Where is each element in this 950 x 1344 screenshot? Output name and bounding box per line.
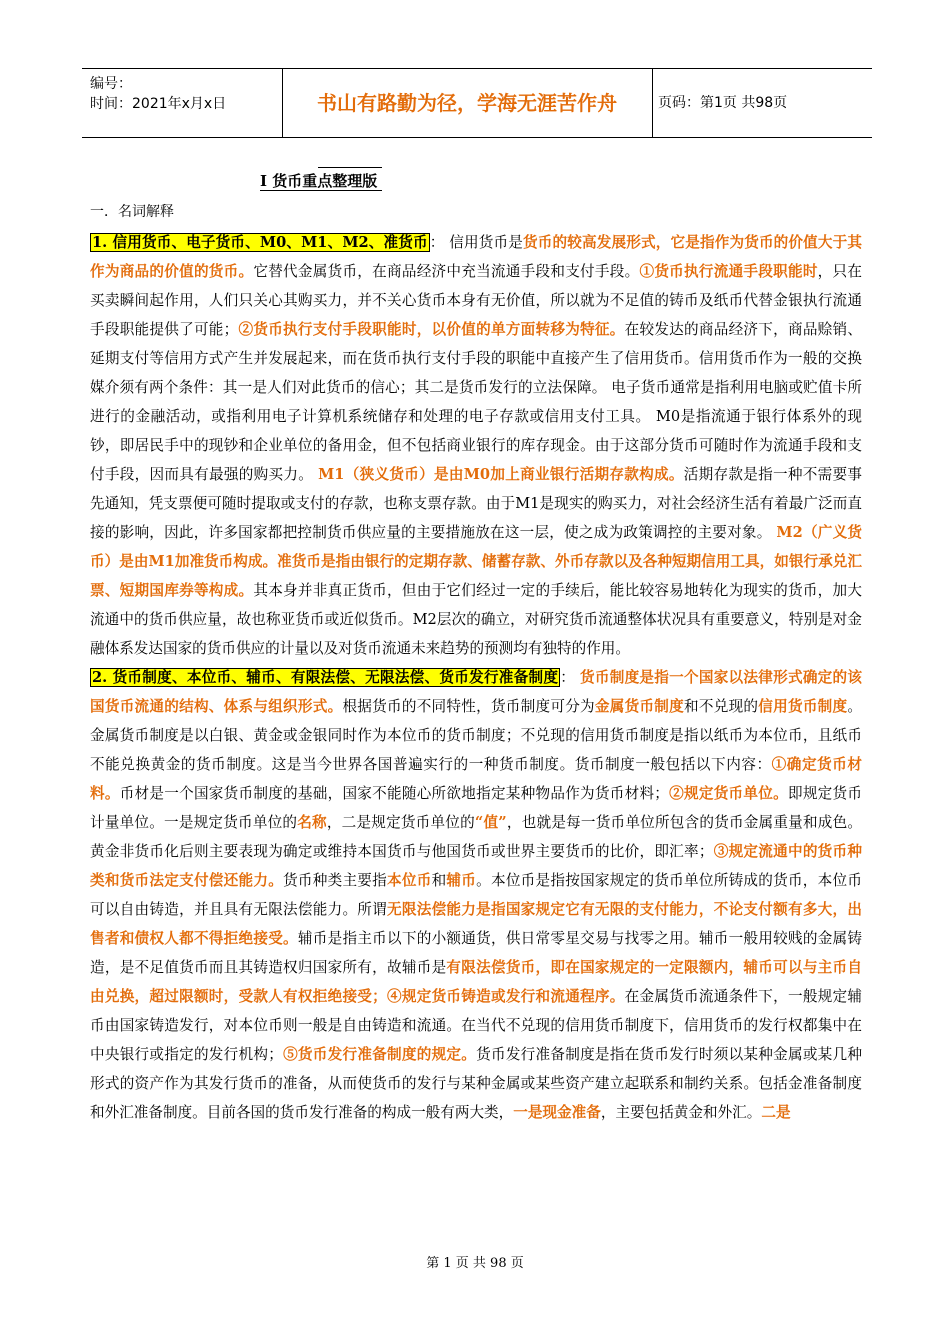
emphasis-text: 金属货币制度: [594, 698, 685, 715]
document-body: [90, 228, 862, 1127]
emphasis-text: “值”: [474, 814, 507, 831]
body-text: ，主要包括黄金和外汇。: [600, 1104, 762, 1121]
body-text: 。金属货币制度是以白银、黄金或金银同时作为本位币的货币制度；不兑现的信用货币制度是指以纸币为本位币，且纸币不能兑换黄金的货币制度。这是当今世界各国普遍实行的一种货币制度。货币制度一般包括以下内容：: [90, 698, 862, 773]
paragraph-credit-money: [90, 228, 862, 663]
body-text: ，二是规定货币单位的: [326, 814, 475, 831]
body-text: 货币种类主要指: [283, 872, 387, 889]
body-text: 在金属货币流通条件下，一般规定辅币由国家铸造发行，对本位币则一般是自由铸造和流通。在当代不兑现的信用货币制度下，信用货币的发行权都集中在中央银行或指定的发行机构；: [90, 988, 862, 1063]
emphasis-text: ①确定货币材料。: [90, 756, 862, 802]
emphasis-text: ①货币执行流通手段职能时: [639, 263, 818, 280]
document-number-label: 编号：: [90, 76, 132, 92]
body-text: ，也就是每一货币单位所包含的货币金属重量和成色。黄金非货币化后则主要表现为确定或维持本国货币与他国货币或世界主要货币的比价，即汇率；: [90, 814, 862, 860]
emphasis-text: 二是: [761, 1104, 791, 1121]
emphasis-text: ②规定货币单位。: [668, 785, 788, 802]
emphasis-text: 名称: [297, 814, 327, 831]
body-text: 币材是一个国家货币制度的基础，国家不能随心所欲地指定某种物品作为货币材料；: [119, 785, 669, 802]
body-text: 和不兑现的: [684, 698, 759, 715]
body-text: 辅币是指主币以下的小额通货，供日常零星交易与找零之用。辅币一般用较贱的金属铸造，是不足值货币而且其铸造权归国家所有，故辅币是: [90, 930, 862, 976]
emphasis-text: 辅币: [446, 872, 477, 889]
document-date: 时间：2021年x月x日: [90, 96, 227, 112]
emphasis-text: 无限法偿能力是指国家规定它有无限的支付能力，不论支付额有多大，出售者和债权人都不得拒绝接受。: [90, 901, 862, 947]
body-text: ： 信用货币是: [429, 234, 524, 251]
page-header: [82, 68, 872, 138]
body-text: 它替代金属货币，在商品经济中充当流通手段和支付手段。: [253, 263, 640, 280]
emphasis-text: 有限法偿货币，即在国家规定的一定限额内，辅币可以与主币自由兑换，超过限额时，受款人有权拒绝接受；④规定货币铸造或发行和流通程序。: [90, 959, 862, 1005]
body-text: 和: [431, 872, 447, 889]
paragraph-monetary-system: [90, 663, 862, 1127]
document-title: I 货币重点整理版: [260, 172, 378, 190]
emphasis-text: M1（狭义货币）是由M0加上商业银行活期存款构成。: [318, 466, 684, 483]
body-text: 根据货币的不同特性，货币制度可分为: [342, 698, 595, 715]
page-footer: 第 1 页 共 98 页: [426, 1256, 524, 1271]
emphasis-text: ⑤货币发行准备制度的规定。: [282, 1046, 477, 1063]
header-motto: 书山有路勤为径，学海无涯苦作舟: [282, 69, 653, 137]
header-page-info: 页码：第1页 共98页: [658, 95, 788, 111]
body-text: 货币发行准备制度是指在货币发行时须以某种金属或某几种形式的资产作为其发行货币的准备，从而使货币的发行与某种金属或某些资产建立起联系和制约关系。包括金准备制度和外汇准备制度。目前各国的货币发行准备的构成一般有两大类，: [90, 1046, 862, 1121]
emphasis-text: M2（广义货币）是由M1加准货币构成。准货币是指由银行的定期存款、储蓄存款、外币存款以及各种短期信用工具，如银行承兑汇票、短期国库券等构成。: [90, 524, 862, 599]
emphasis-text: ②货币执行支付手段职能时，以价值的单方面转移为特征。: [238, 321, 625, 338]
emphasis-text: 本位币: [387, 872, 432, 889]
title-underline: [260, 190, 382, 191]
title-overline: [318, 167, 382, 168]
header-meta-cell: [82, 69, 283, 137]
body-text: 即规定货币计量单位。一是规定货币单位的: [90, 785, 862, 831]
body-text: ：: [560, 669, 580, 686]
section-title: 一．名词解释: [90, 204, 174, 220]
emphasis-text: 一是现金准备: [513, 1104, 601, 1121]
term-heading: 2. 货币制度、本位币、辅币、有限法偿、无限法偿、货币发行准备制度: [92, 669, 559, 686]
emphasis-text: 货币制度是指一个国家以法律形式确定的该国货币流通的结构、体系与组织形式。: [90, 669, 862, 715]
term-heading: 1. 信用货币、电子货币、M0、M1、M2、准货币: [92, 234, 428, 251]
body-text: ，只在买卖瞬间起作用，人们只关心其购买力，并不关心货币本身有无价值，所以就为不足值的铸币及纸币代替金银执行流通手段职能提供了可能；: [90, 263, 862, 338]
body-text: 活期存款是指一种不需要事先通知，凭支票便可随时提取或支付的存款，也称支票存款。由于M1是现实的购买力，对社会经济生活有着最广泛而直接的影响，因此，许多国家都把控制货币供应量的主要措施放在这一层，使之成为政策调控的主要对象。: [90, 466, 863, 541]
emphasis-text: 信用货币制度: [758, 698, 848, 715]
body-text: 。本位币是指按国家规定的货币单位所铸成的货币，本位币可以自由铸造，并且具有无限法偿能力。所谓: [90, 872, 862, 918]
body-text: 在较发达的商品经济下，商品赊销、延期支付等信用方式产生并发展起来，而在货币执行支付手段的职能中直接产生了信用货币。信用货币作为一般的交换媒介须有两个条件：其一是人们对此货币的信心；其二是货币发行的立法保障。 电子货币通常是指利用电脑或贮值卡所进行的金融活动，或指利用电子计算机系统储存和处理的电子存款或信用支付工具。 M0是指流通于银行体系外的现钞，即居民手中的现钞和企业单位的备用金，但不包括商业银行的库存现金。由于这部分货币可随时作为流通手段和支付手段，因而具有最强的购买力。: [90, 321, 862, 483]
emphasis-text: 货币的较高发展形式，它是指作为货币的价值大于其作为商品的价值的货币。: [90, 234, 863, 280]
body-text: 其本身并非真正货币，但由于它们经过一定的手续后，能比较容易地转化为现实的货币，加大流通中的货币供应量，故也称亚货币或近似货币。M2层次的确立，对研究货币流通整体状况具有重要意义，特别是对金融体系发达国家的货币供应的计量以及对货币流通未来趋势的预测均有独特的作用。: [90, 582, 862, 657]
emphasis-text: ③规定流通中的货币种类和货币法定支付偿还能力。: [90, 843, 862, 889]
